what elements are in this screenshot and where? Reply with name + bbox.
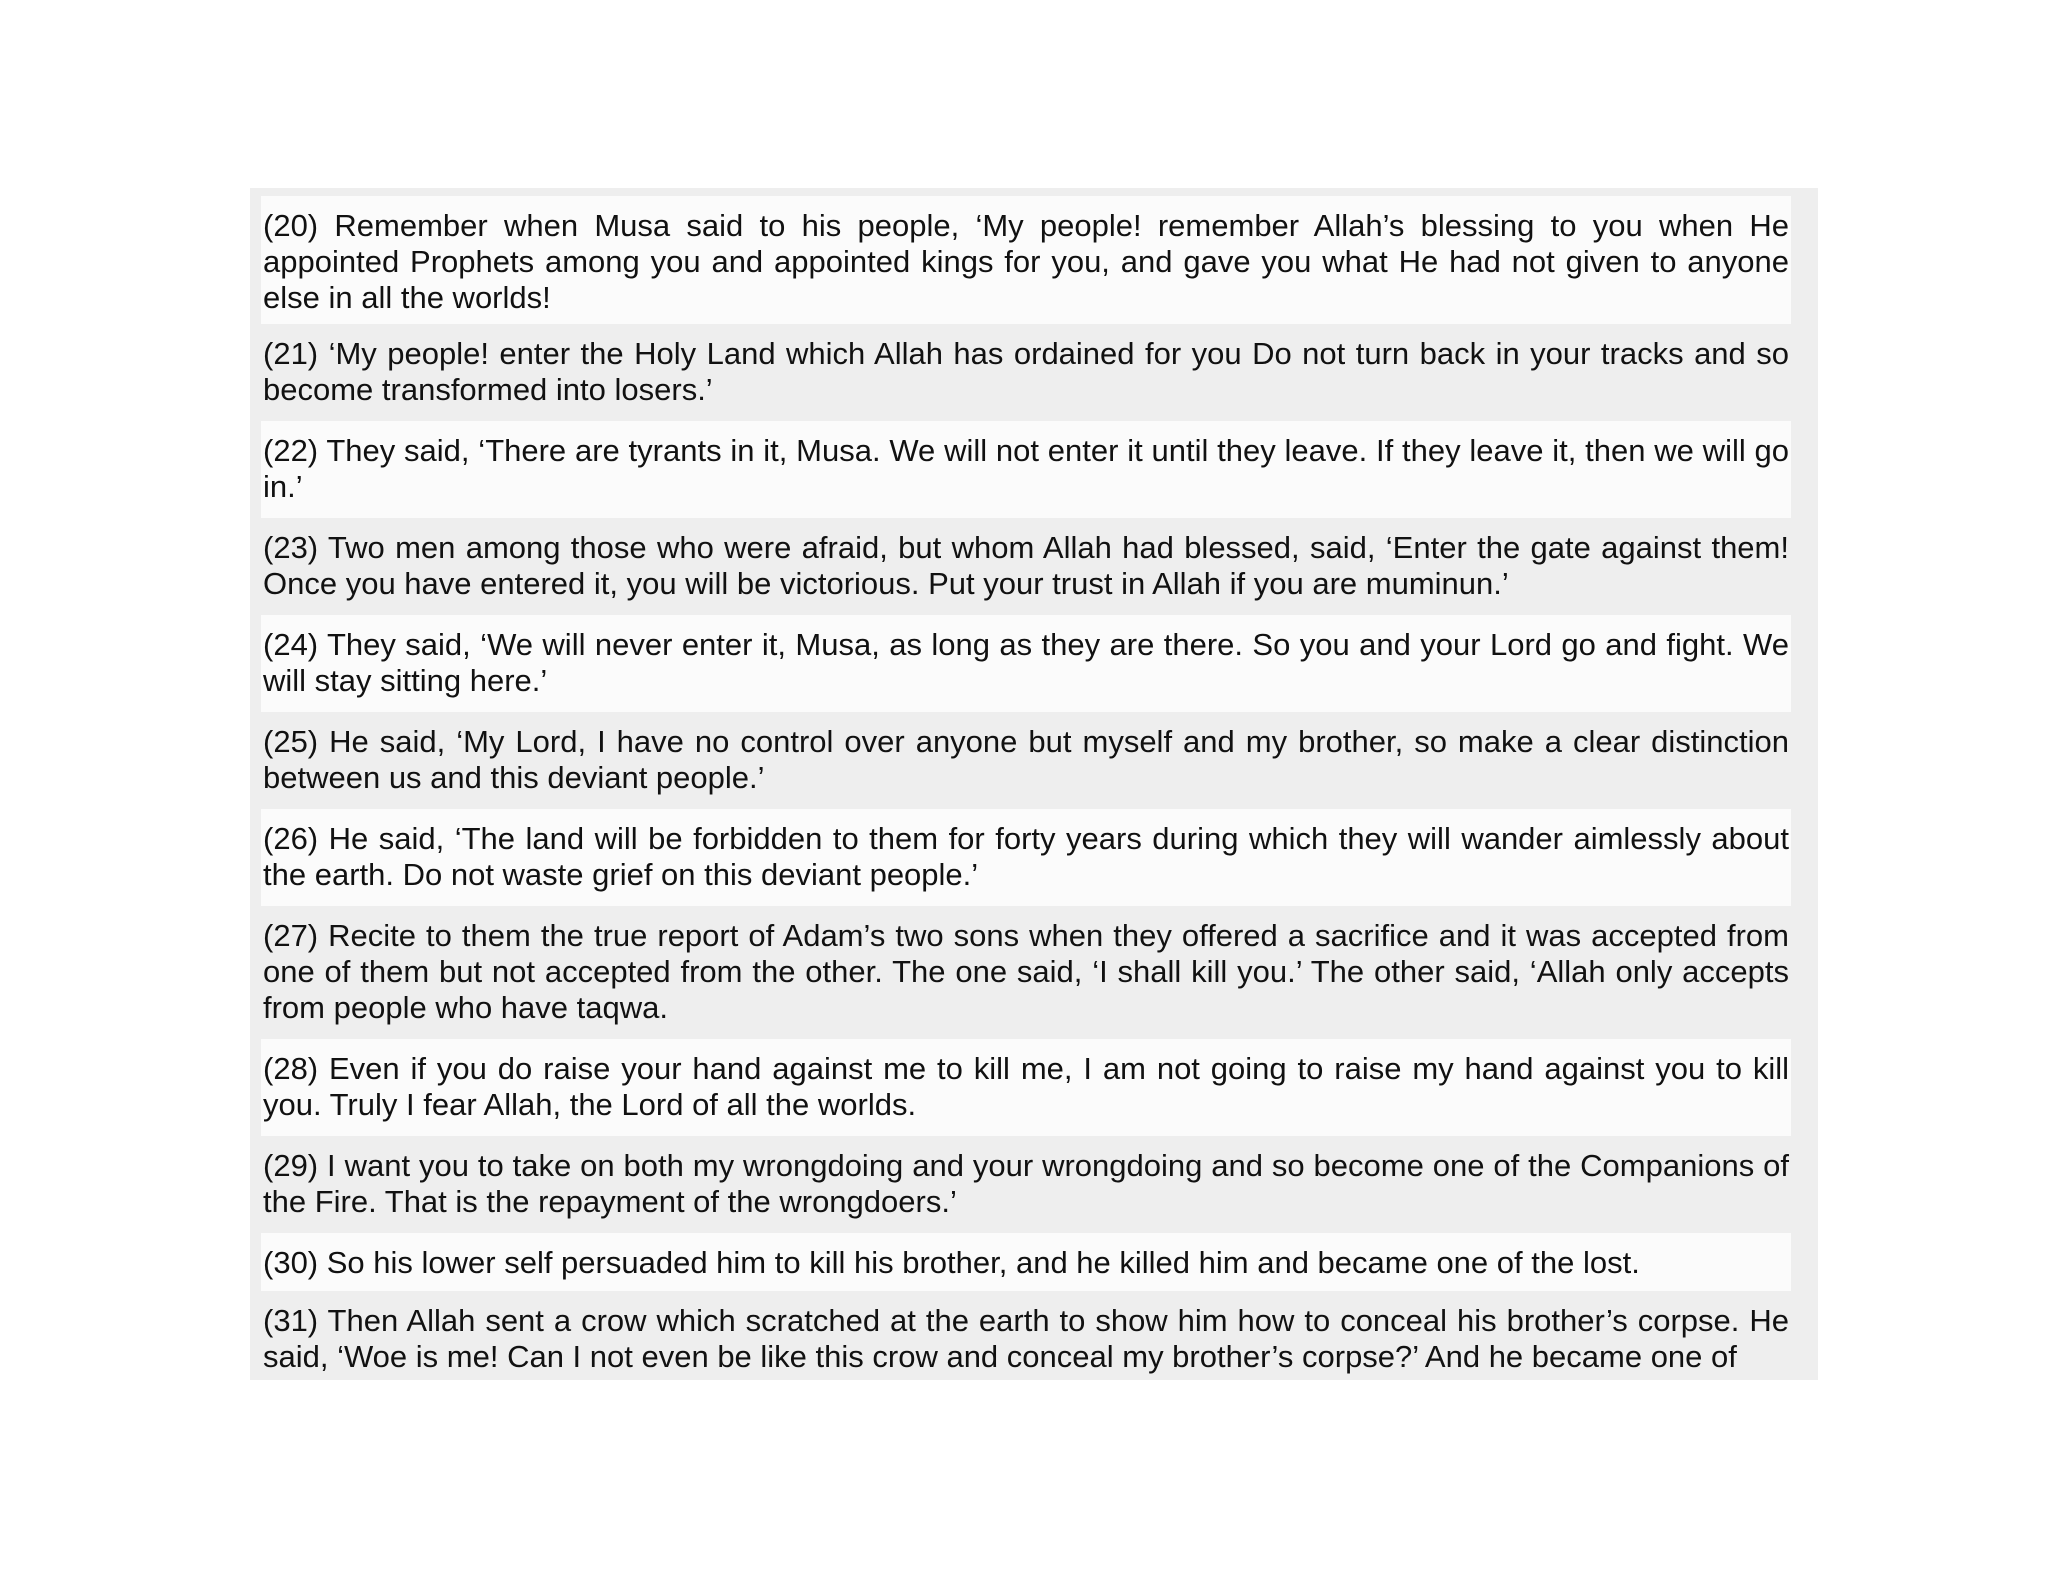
verse-table bbox=[250, 188, 1818, 1380]
verse-24: (24) They said, ‘We will never enter it, Musa, as long as they are there. So you and your Lord go and fight. We will stay sitting here.’ bbox=[261, 615, 1791, 712]
verse-27: (27) Recite to them the true report of Adam’s two sons when they offered a sacrifice and it was accepted from one of them but not accepted from the other. The one said, ‘I shall kill you.’ The other said, ‘Allah only accepts from people who have taqwa. bbox=[261, 906, 1791, 1039]
verse-21: (21) ‘My people! enter the Holy Land which Allah has ordained for you Do not turn back in your tracks and so become transformed into losers.’ bbox=[261, 324, 1791, 421]
verse-26: (26) He said, ‘The land will be forbidden to them for forty years during which they will wander aimlessly about the earth. Do not waste grief on this deviant people.’ bbox=[261, 809, 1791, 906]
verse-30: (30) So his lower self persuaded him to kill his brother, and he killed him and became one of the lost. bbox=[261, 1233, 1791, 1291]
verse-23: (23) Two men among those who were afraid, but whom Allah had blessed, said, ‘Enter the gate against them! Once you have entered it, you will be victorious. Put your trust in Allah if you are muminun.’ bbox=[261, 518, 1791, 615]
verse-31: (31) Then Allah sent a crow which scratched at the earth to show him how to conceal his brother’s corpse. He said, ‘Woe is me! Can I not even be like this crow and conceal my brother’s corpse?’ And he became one of bbox=[261, 1291, 1791, 1380]
verse-20: (20) Remember when Musa said to his people, ‘My people! remember Allah’s blessing to you when He appointed Prophets among you and appointed kings for you, and gave you what He had not given to anyone else in all the worlds! bbox=[261, 196, 1791, 324]
verse-29: (29) I want you to take on both my wrongdoing and your wrongdoing and so become one of the Companions of the Fire. That is the repayment of the wrongdoers.’ bbox=[261, 1136, 1791, 1233]
verse-22: (22) They said, ‘There are tyrants in it, Musa. We will not enter it until they leave. If they leave it, then we will go in.’ bbox=[261, 421, 1791, 518]
verse-28: (28) Even if you do raise your hand against me to kill me, I am not going to raise my hand against you to kill you. Truly I fear Allah, the Lord of all the worlds. bbox=[261, 1039, 1791, 1136]
verse-25: (25) He said, ‘My Lord, I have no control over anyone but myself and my brother, so make a clear distinction between us and this deviant people.’ bbox=[261, 712, 1791, 809]
